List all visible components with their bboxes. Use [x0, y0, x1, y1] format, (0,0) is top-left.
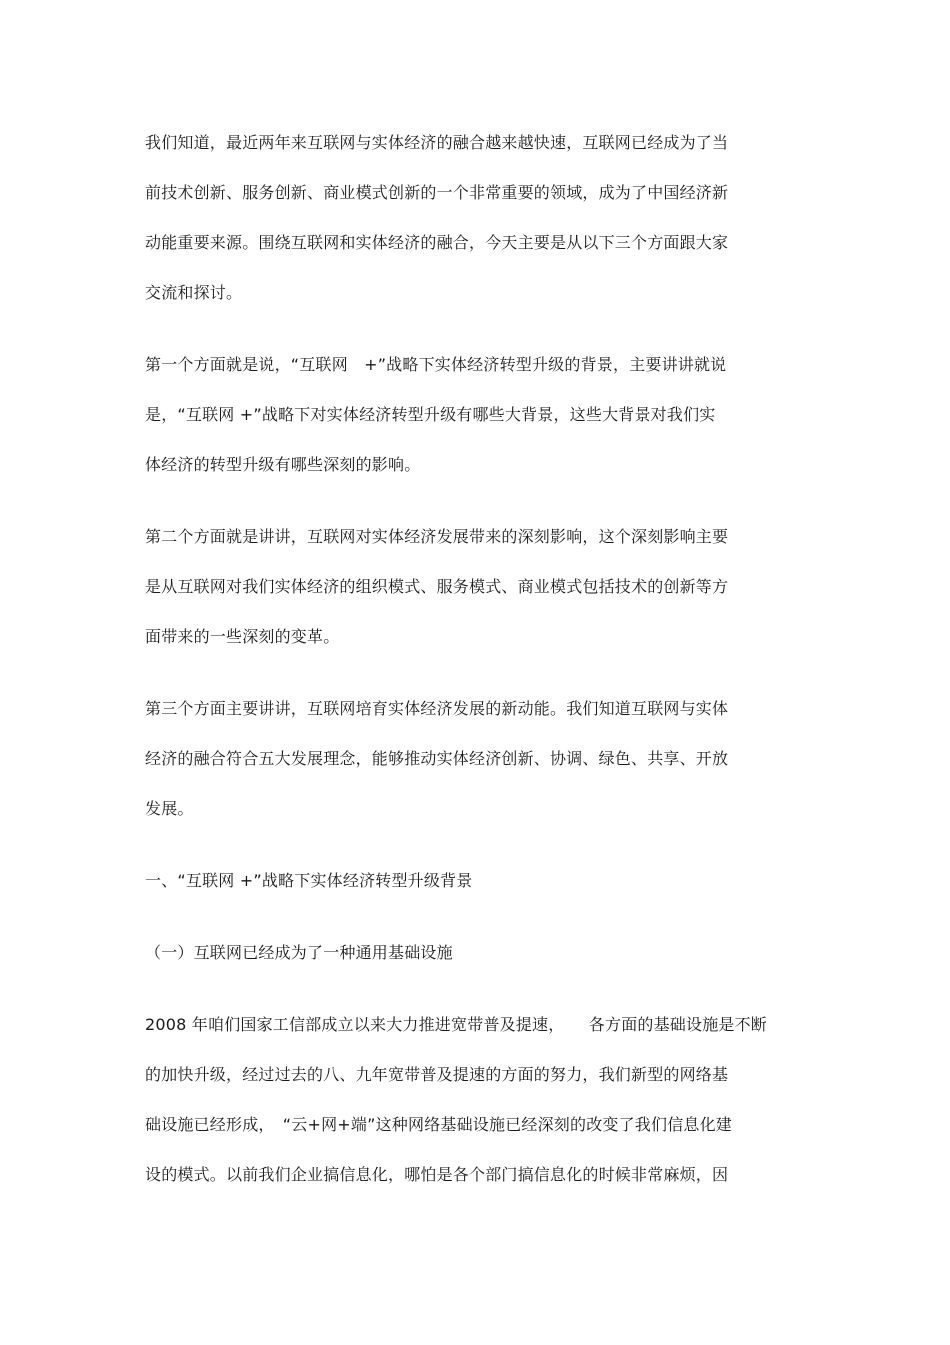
paragraph-3-line-2: 是从互联网对我们实体经济的组织模式、服务模式、商业模式包括技术的创新等方 [145, 577, 729, 596]
paragraph-2-line-3: 体经济的转型升级有哪些深刻的影响。 [145, 455, 421, 474]
paragraph-5-line-4: 设的模式。以前我们企业搞信息化，哪怕是各个部门搞信息化的时候非常麻烦，因 [145, 1165, 729, 1184]
paragraph-5-line-2: 的加快升级，经过过去的八、九年宽带普及提速的方面的努力，我们新型的网络基 [145, 1065, 729, 1084]
paragraph-4-line-3: 发展。 [145, 799, 194, 818]
paragraph-2-line-1: 第一个方面就是说，“互联网 +”战略下实体经济转型升级的背景，主要讲讲就说 [145, 355, 727, 374]
paragraph-5-line-1: 2008 年咱们国家工信部成立以来大力推进宽带普及提速， 各方面的基础设施是不断 [145, 1015, 768, 1034]
subsection-heading-1: （一）互联网已经成为了一种通用基础设施 [145, 943, 453, 962]
section-heading-1: 一、“互联网 +”战略下实体经济转型升级背景 [145, 871, 473, 890]
paragraph-1-line-4: 交流和探讨。 [145, 283, 243, 302]
paragraph-3-line-3: 面带来的一些深刻的变革。 [145, 627, 340, 646]
paragraph-4-line-1: 第三个方面主要讲讲，互联网培育实体经济发展的新动能。我们知道互联网与实体 [145, 699, 729, 718]
paragraph-5-line-3: 础设施已经形成， “云+网+端”这种网络基础设施已经深刻的改变了我们信息化建 [145, 1115, 732, 1134]
paragraph-1-line-3: 动能重要来源。围绕互联网和实体经济的融合，今天主要是从以下三个方面跟大家 [145, 233, 729, 252]
paragraph-2-line-2: 是，“互联网 +”战略下对实体经济转型升级有哪些大背景，这些大背景对我们实 [145, 405, 716, 424]
paragraph-1-line-2: 前技术创新、服务创新、商业模式创新的一个非常重要的领域，成为了中国经济新 [145, 183, 729, 202]
paragraph-4-line-2: 经济的融合符合五大发展理念，能够推动实体经济创新、协调、绿色、共享、开放 [145, 749, 729, 768]
paragraph-1-line-1: 我们知道，最近两年来互联网与实体经济的融合越来越快速，互联网已经成为了当 [145, 133, 729, 152]
paragraph-3-line-1: 第二个方面就是讲讲，互联网对实体经济发展带来的深刻影响，这个深刻影响主要 [145, 527, 729, 546]
